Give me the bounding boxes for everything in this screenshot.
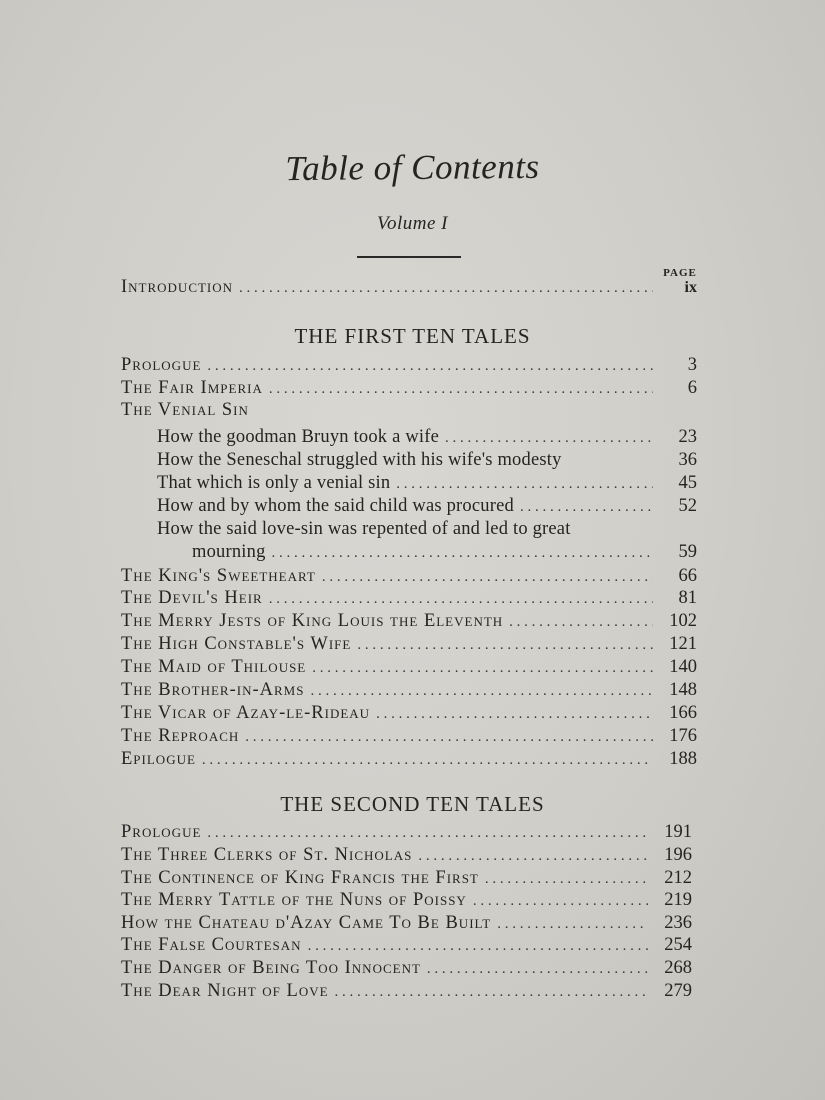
toc-entry <box>121 725 697 748</box>
dot-leader <box>418 845 648 867</box>
toc-entry <box>121 633 697 656</box>
toc-entry-label: The Merry Tattle of the Nuns of Poissy <box>121 890 467 910</box>
toc-entry <box>121 934 692 957</box>
section-heading-first-ten-tales: THE FIRST TEN TALES <box>294 324 531 348</box>
toc-entry-label: The Danger of Being Too Innocent <box>121 958 421 978</box>
toc-entry-label: Introduction <box>121 277 234 297</box>
toc-entry-label: The Dear Night of Love <box>121 981 329 1001</box>
toc-entry <box>121 980 692 1003</box>
toc-entry-page: 59 <box>678 542 697 562</box>
toc-entry <box>157 426 697 449</box>
page-column-label: PAGE <box>663 267 697 279</box>
toc-entry <box>121 748 697 771</box>
toc-entry-page: 36 <box>678 450 697 470</box>
dot-leader <box>445 427 653 449</box>
toc-entry <box>121 587 697 610</box>
toc-entry <box>157 495 697 518</box>
toc-entry-page: ix <box>684 279 697 296</box>
toc-entry-label: That which is only a venial sin <box>157 473 391 493</box>
toc-entry-page: 166 <box>669 703 697 723</box>
toc-entry-label: How the goodman Bruyn took a wife <box>157 427 439 447</box>
dot-leader <box>312 657 653 679</box>
toc-entry-label: The Maid of Thilouse <box>121 657 307 677</box>
toc-entry-label: The Merry Jests of King Louis the Eleventh <box>121 611 504 631</box>
toc-entry <box>157 518 697 540</box>
toc-entry-label: The High Constable's Wife <box>121 634 352 654</box>
toc-entry-page: 102 <box>669 611 697 631</box>
toc-entry-page: 176 <box>669 726 697 746</box>
toc-entry <box>121 399 697 421</box>
dot-leader <box>308 935 648 957</box>
dot-leader <box>376 703 653 725</box>
toc-entry-page: 212 <box>664 868 692 888</box>
dot-leader <box>520 496 653 518</box>
toc-entry <box>121 377 697 400</box>
toc-entry-page: 191 <box>664 822 692 842</box>
toc-entry-label: The Devil's Heir <box>121 588 263 608</box>
toc-entry-page: 52 <box>678 496 697 516</box>
toc-entry-label: Epilogue <box>121 749 196 769</box>
toc-entry <box>121 889 692 912</box>
toc-entry-page: 236 <box>664 913 692 933</box>
toc-entry <box>121 867 692 890</box>
dot-leader <box>427 958 648 980</box>
toc-entry-page: 196 <box>664 845 692 865</box>
dot-leader <box>473 890 648 912</box>
toc-entry-label: Prologue <box>121 822 202 842</box>
toc-entry-page: 45 <box>678 473 697 493</box>
toc-entry-introduction <box>121 276 697 299</box>
toc-entry-label: The Reproach <box>121 726 240 746</box>
toc-entry-page: 254 <box>664 935 692 955</box>
toc-entry-label: The Brother-in-Arms <box>121 680 305 700</box>
toc-entry-page: 268 <box>664 958 692 978</box>
toc-entry-page: 140 <box>669 657 697 677</box>
toc-entry <box>157 472 697 495</box>
toc-entry-page: 66 <box>678 566 697 586</box>
dot-leader <box>357 634 653 656</box>
toc-entry-page: 23 <box>678 427 697 447</box>
dot-leader <box>269 588 653 610</box>
toc-entry-label: How the said love-sin was repented of and led to great <box>157 519 571 539</box>
toc-entry <box>121 565 697 588</box>
dot-leader <box>485 868 648 890</box>
dot-leader <box>335 981 648 1003</box>
toc-entry <box>121 702 697 725</box>
toc-entry-label: How the Seneschal struggled with his wife's modesty <box>157 450 562 470</box>
toc-entry-label: How and by whom the said child was procured <box>157 496 514 516</box>
dot-leader <box>310 680 653 702</box>
toc-entry <box>121 354 697 377</box>
toc-entry-page: 121 <box>669 634 697 654</box>
toc-entry-label: The King's Sweetheart <box>121 566 316 586</box>
dot-leader <box>207 822 648 844</box>
dot-leader <box>239 277 653 299</box>
toc-entry <box>121 912 692 935</box>
toc-entry-page: 188 <box>669 749 697 769</box>
toc-entry-page: 148 <box>669 680 697 700</box>
toc-entry <box>121 679 697 702</box>
section-heading-second-ten-tales: THE SECOND TEN TALES <box>280 792 545 816</box>
toc-entry-label: mourning <box>192 542 266 562</box>
toc-entry-label: The Vicar of Azay-le-Rideau <box>121 703 371 723</box>
dot-leader <box>207 355 653 377</box>
toc-entry-label: Prologue <box>121 355 202 375</box>
toc-entry-label: The False Courtesan <box>121 935 302 955</box>
dot-leader <box>202 749 653 771</box>
toc-entry-label: How the Chateau d'Azay Came To Be Built <box>121 913 492 933</box>
dot-leader <box>497 913 648 935</box>
dot-leader <box>396 473 653 495</box>
title-rule <box>357 256 461 258</box>
toc-entry <box>121 957 692 980</box>
dot-leader <box>272 542 653 564</box>
page-title: Table of Contents <box>285 146 540 189</box>
toc-entry-page: 3 <box>687 355 697 375</box>
volume-label: Volume I <box>376 213 448 234</box>
dot-leader <box>322 566 653 588</box>
dot-leader <box>245 726 653 748</box>
toc-entry-page: 6 <box>687 378 697 398</box>
toc-entry <box>192 541 697 564</box>
toc-entry <box>157 449 697 471</box>
toc-entry <box>121 844 692 867</box>
toc-entry-page: 279 <box>664 981 692 1001</box>
toc-entry <box>121 821 692 844</box>
toc-entry-label: The Venial Sin <box>121 400 249 420</box>
dot-leader <box>509 611 653 633</box>
toc-entry-page: 81 <box>678 588 697 608</box>
toc-entry-label: The Continence of King Francis the First <box>121 868 479 888</box>
dot-leader <box>269 378 653 400</box>
toc-entry-label: The Fair Imperia <box>121 378 263 398</box>
toc-entry <box>121 610 697 633</box>
toc-entry <box>121 656 697 679</box>
toc-entry-page: 219 <box>664 890 692 910</box>
toc-entry-label: The Three Clerks of St. Nicholas <box>121 845 413 865</box>
